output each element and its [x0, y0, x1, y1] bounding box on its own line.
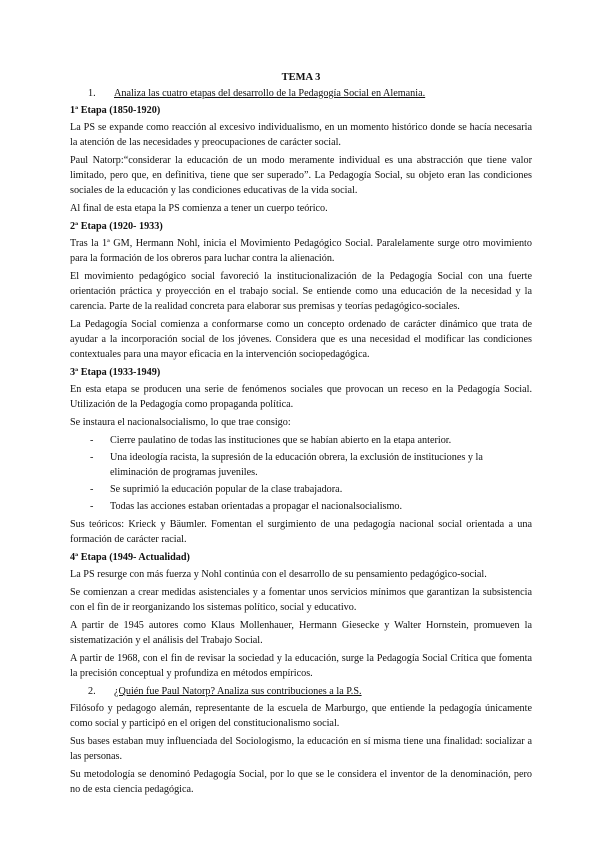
etapa-4-paragraph-3: A partir de 1945 autores como Klaus Mollenhauer, Hermann Giesecke y Walter Hornstein, promueven la sistematización y el análisis del Trabajo Social. [70, 620, 532, 646]
question-2-number: 2. [88, 686, 96, 697]
question-1-number: 1. [88, 88, 96, 99]
etapa-1-paragraph-2: Paul Natorp:“considerar la educación de un modo meramente individual es una abstracción que tiene valor limitado, pero que, en definitiva, tiene que ser superado”. La Pedagogía Social, su objeto eran las condiciones sociales de la educación y las condiciones educativas de la vida social. [70, 155, 532, 196]
list-item: - Una ideología racista, la supresión de la educación obrera, la exclusión de instituciones y la eliminación de programas juveniles. [70, 450, 532, 480]
document-title: TEMA 3 [281, 72, 321, 83]
etapa-4-paragraph-1: La PS resurge con más fuerza y Nohl continúa con el desarrollo de su pensamiento pedagógico-social. [70, 569, 487, 580]
document-page [70, 70, 532, 800]
etapa-4-paragraph-2: Se comienzan a crear medidas asistenciales y a fomentar unos servicios mínimos que garantizan la subsistencia con el fin de ir reorganizando los sistemas político, social y educativo. [70, 587, 532, 613]
etapa-3-paragraph-3: Sus teóricos: Krieck y Bäumler. Fomentan el surgimiento de una pedagogía nacional social orientada a una formación de carácter racial. [70, 519, 532, 545]
etapa-3-heading: 3ª Etapa (1933-1949) [70, 367, 161, 378]
question-2-paragraph-3: Su metodología se denominó Pedagogía Social, por lo que se le considera el inventor de la denominación, pero no de esta ciencia pedagógica. [70, 769, 532, 795]
question-2 [70, 684, 532, 699]
etapa-2-paragraph-2: El movimiento pedagógico social favoreció la institucionalización de la Pedagogía Social con una fuerte orientación práctica y proyección en el trabajo social. Se entiende como una educación de la necesidad y la carencia. Parte de la realidad concreta para elaborar sus premisas y teorías pedagógico-sociales. [70, 271, 532, 312]
question-2-text: ¿Quién fue Paul Natorp? Analiza sus contribuciones a la P.S. [114, 686, 362, 697]
etapa-2-paragraph-1: Tras la 1ª GM, Hermann Nohl, inicia el Movimiento Pedagógico Social. Paralelamente surge otro movimiento para la formación de los obreros para luchar contra la alienación. [70, 238, 532, 264]
etapa-3-list [70, 433, 532, 514]
list-item: - Todas las acciones estaban orientadas a propagar el nacionalsocialismo. [70, 499, 532, 514]
etapa-2-paragraph-3: La Pedagogía Social comienza a conformarse como un concepto ordenado de carácter dinámico que trata de ayudar a la incorporación social de los jóvenes. Considera que es una necesidad el modificar las condiciones contextuales para una mayor eficacia en la intervención sociopedagógica. [70, 319, 532, 360]
question-2-paragraph-2: Sus bases estaban muy influenciada del Sociologismo, la educación en sí misma tiene una finalidad: socializar a las personas. [70, 736, 532, 762]
etapa-1-paragraph-3: Al final de esta etapa la PS comienza a tener un cuerpo teórico. [70, 203, 328, 214]
list-item: - Se suprimió la educación popular de la clase trabajadora. [70, 482, 532, 497]
etapa-4-paragraph-4: A partir de 1968, con el fin de revisar la sociedad y la educación, surge la Pedagogía Social Crítica que fomenta la precisión conceptual y profundiza en métodos empíricos. [70, 653, 532, 679]
question-2-paragraph-1: Filósofo y pedagogo alemán, representante de la escuela de Marburgo, que entiende la pedagogía únicamente como social y participó en el origen del constitucionalismo social. [70, 703, 532, 729]
etapa-3-paragraph-2: Se instaura el nacionalsocialismo, lo que trae consigo: [70, 417, 291, 428]
question-1 [70, 86, 532, 101]
etapa-3-paragraph-1: En esta etapa se producen una serie de fenómenos sociales que provocan un receso en la Pedagogía Social. Utilización de la Pedagogía como propaganda política. [70, 384, 532, 410]
question-1-text: Analiza las cuatro etapas del desarrollo de la Pedagogía Social en Alemania. [114, 88, 426, 99]
etapa-1-heading: 1ª Etapa (1850-1920) [70, 105, 161, 116]
list-item: - Cierre paulatino de todas las instituciones que se habían abierto en la etapa anterior. [70, 433, 532, 448]
etapa-4-heading: 4ª Etapa (1949- Actualidad) [70, 552, 190, 563]
etapa-1-paragraph-1: La PS se expande como reacción al excesivo individualismo, en un momento histórico donde se hacía necesaria la atención de las necesidades y preocupaciones de carácter social. [70, 122, 532, 148]
etapa-2-heading: 2ª Etapa (1920- 1933) [70, 221, 163, 232]
